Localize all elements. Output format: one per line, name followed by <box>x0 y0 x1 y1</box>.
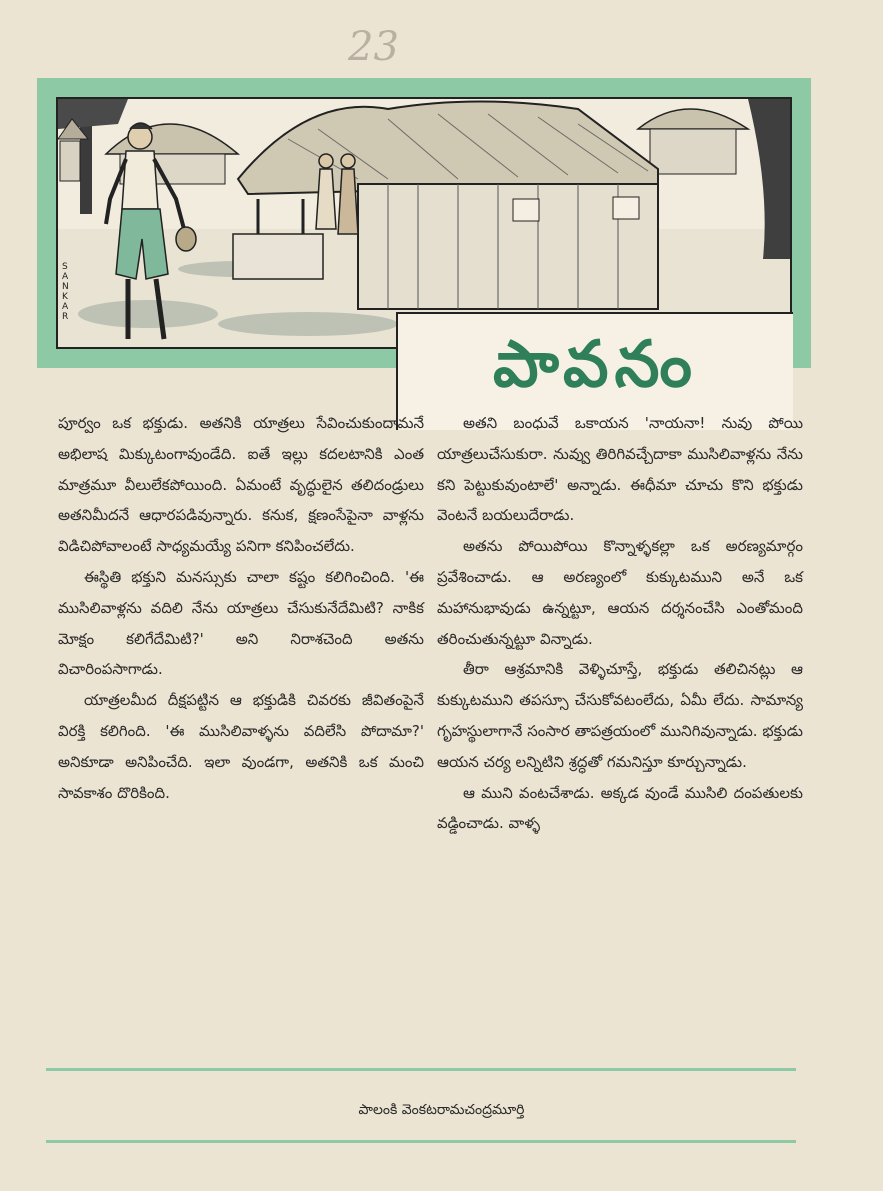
paragraph: పూర్వం ఒక భక్తుడు. అతనికి యాత్రలు సేవించుకుందామనే అభిలాష మిక్కుటంగావుండేది. ఐతే ఇల్లు కదలటానికి ఎంత మాత్రమూ వీలులేకపోయింది. ఏమంటే వృద్ధులైన తలిదండ్రులు అతనిమీదనే ఆధారపడివున్నారు. కనుక, క్షణంసేపైనా వాళ్లను విడిచిపోవాలంటే సాధ్యమయ్యే పనిగా కనిపించలేదు. <box>58 414 424 556</box>
artist-signature: S A N K A R <box>62 262 69 322</box>
paragraph: ఈస్థితి భక్తుని మనస్సుకు చాలా కష్టం కలిగించింది. 'ఈ ముసిలివాళ్లను వదిలి నేను యాత్రలు చేసుకునేదేమిటి? నాకిక మోక్షం కలిగేదేమిటి?' అని నిరాశచెంది అతను విచారింపసాగాడు. <box>58 567 424 679</box>
paragraph: అతని బంధువే ఒకాయన 'నాయనా! నువు పోయి యాత్రలుచేసుకురా. నువ్వు తిరిగివచ్చేదాకా ముసిలివాళ్లను నేను కని పెట్టుకువుంటాలే' అన్నాడు. ఈధీమా చూచు కొని భక్తుడు వెంటనే బయలుదేరాడు. <box>437 414 803 525</box>
title-banner <box>37 78 811 402</box>
footer-rule-bottom <box>46 1140 796 1143</box>
footer-rule-top <box>46 1068 796 1071</box>
handwritten-page-number: 23 <box>348 24 399 70</box>
paragraph: ఆ ముని వంటచేశాడు. అక్కడ వుండే ముసిలి దంపతులకు వడ్డించాడు. వాళ్ళ <box>437 783 803 833</box>
right-column <box>437 408 803 839</box>
paragraph: అతను పోయిపోయి కొన్నాళ్ళకల్లా ఒక అరణ్యమార్గం ప్రవేశించాడు. ఆ అరణ్యంలో కుక్కుటముని అనే ఒక మహానుభావుడు ఉన్నట్టూ, ఆయన దర్శనంచేసి ఎంతోమంది తరించుతున్నట్టూ విన్నాడు. <box>437 537 803 648</box>
story-title: పావనం <box>493 327 698 402</box>
paragraph: యాత్రలమీద దీక్షపట్టిన ఆ భక్తుడికి చివరకు జీవితంపైనే విరక్తి కలిగింది. 'ఈ ముసిలివాళ్ళను వదిలేసి పోదామా?' అనికూడా అనిపించేది. ఇలా వుండగా, అతనికి ఒక మంచి సావకాశం దొరికింది. <box>58 691 424 802</box>
left-column <box>58 408 424 808</box>
paragraph: తీరా ఆశ్రమానికి వెళ్ళిచూస్తే, భక్తుడు తలిచినట్లు ఆ కుక్కుటముని తపస్సూ చేసుకోవటంలేదు, ఏమీ లేదు. సామాన్య గృహస్థులాగానే సంసార తాపత్రయంలో మునిగివున్నాడు. భక్తుడు ఆయన చర్య లన్నిటిని శ్రద్ధతో గమనిస్తూ కూర్చున్నాడు. <box>437 660 803 771</box>
author-credit: పాలంకి వెంకటరామచంద్రమూర్తి <box>358 1102 525 1118</box>
